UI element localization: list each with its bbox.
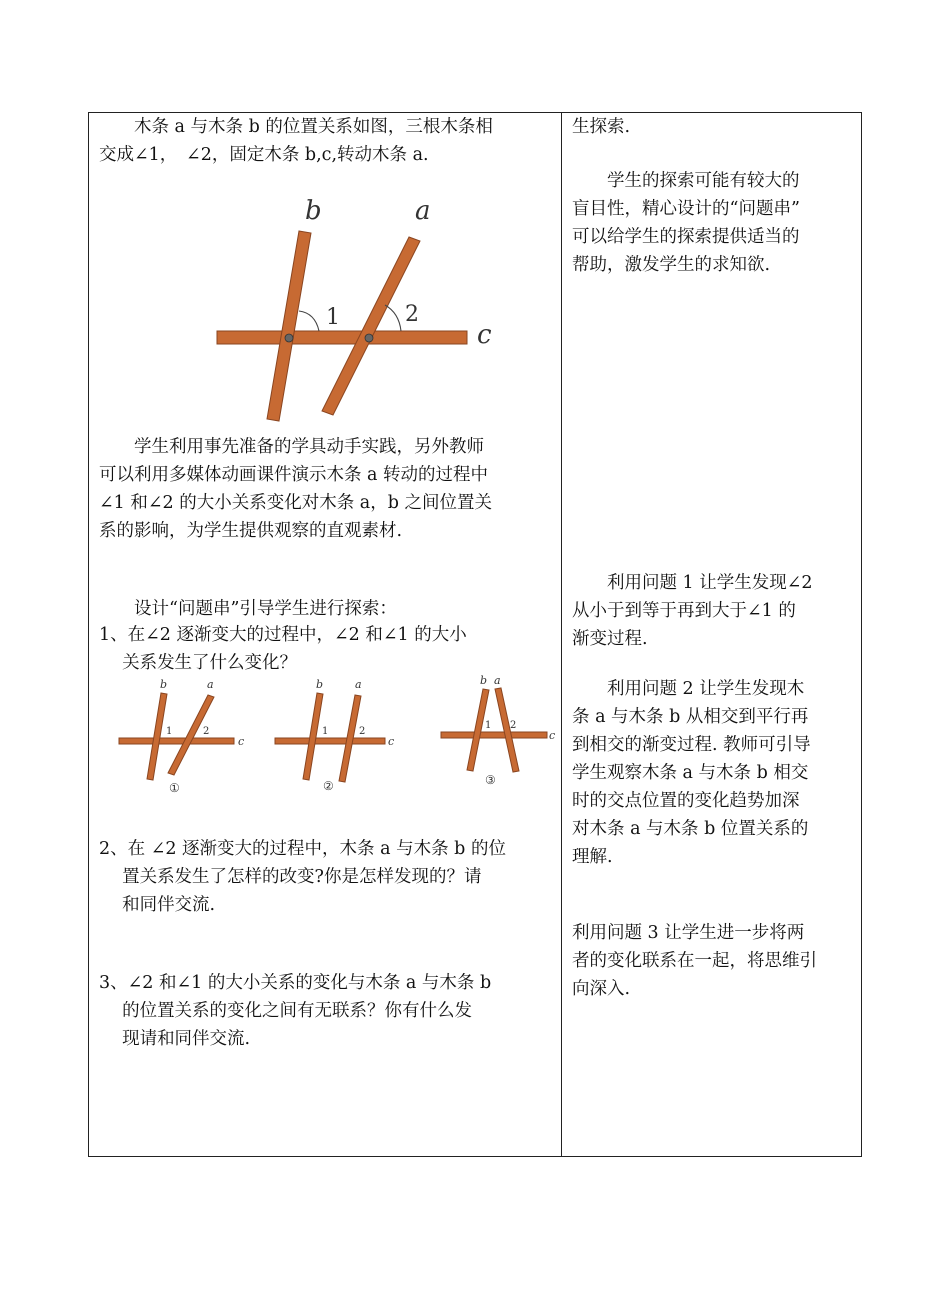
right-p1-line-2: 盲目性，精心设计的“问题串”	[572, 199, 800, 219]
small-label-b: b	[480, 675, 488, 687]
small-stick-c	[441, 732, 547, 738]
right-p4-line-1: 利用问题 3 让学生进一步将两	[572, 923, 805, 943]
stick-c	[217, 331, 467, 344]
intro-line-1: 木条 a 与木条 b 的位置关系如图，三根木条相	[99, 117, 493, 137]
small-label-a: a	[494, 675, 501, 687]
design-line: 设计“问题串”引导学生进行探索：	[99, 599, 397, 619]
right-p3-line-5: 时的交点位置的变化趋势加深	[572, 791, 800, 811]
right-p2-line-1: 利用问题 1 让学生发现∠2	[572, 573, 813, 593]
small-stick-b	[147, 693, 167, 780]
right-p1-line-1: 学生的探索可能有较大的	[572, 171, 800, 191]
pin-ac	[365, 334, 373, 342]
angle-1-label: 1	[326, 305, 340, 330]
angle-1-arc	[299, 311, 319, 331]
q3-line-1: 3、∠2 和∠1 的大小关系的变化与木条 a 与木条 b	[99, 973, 492, 993]
small-label-c: c	[549, 729, 556, 742]
small-angle-1: 1	[322, 726, 329, 737]
small-caption: ②	[323, 779, 334, 793]
right-p3-line-1: 利用问题 2 让学生发现木	[572, 679, 805, 699]
practice-line-1: 学生利用事先准备的学具动手实践，另外教师	[99, 437, 484, 457]
small-angle-2: 2	[359, 726, 366, 737]
pin-bc	[285, 334, 293, 342]
right-p2-line-2: 从小于到等于再到大于∠1 的	[572, 601, 796, 621]
small-label-c: c	[388, 735, 395, 748]
small-stick-c	[275, 738, 385, 744]
right-p2-line-3: 渐变过程.	[572, 629, 648, 649]
practice-line-2: 可以利用多媒体动画课件演示木条 a 转动的过程中	[99, 465, 489, 485]
small-label-b: b	[316, 678, 324, 691]
right-p4-line-2: 者的变化联系在一起，将思维引	[572, 951, 817, 971]
q2-line-2: 置关系发生了怎样的改变?你是怎样发现的？请	[99, 867, 482, 887]
label-b: b	[305, 196, 322, 226]
right-p3-line-3: 到相交的渐变过程. 教师可引导	[572, 735, 811, 755]
column-divider	[561, 113, 562, 1156]
small-label-c: c	[238, 735, 245, 748]
angle-2-arc	[385, 305, 401, 331]
small-figure-1	[117, 677, 247, 797]
right-p3-line-4: 学生观察木条 a 与木条 b 相交	[572, 763, 809, 783]
right-p3-line-6: 对木条 a 与木条 b 位置关系的	[572, 819, 809, 839]
main-stick-figure	[209, 191, 509, 426]
q1-line-1: 1、在∠2 逐渐变大的过程中，∠2 和∠1 的大小	[99, 625, 467, 645]
right-p4-line-3: 向深入.	[572, 979, 631, 999]
small-angle-1: 1	[166, 726, 173, 737]
small-figure-3	[439, 675, 561, 795]
practice-line-3: ∠1 和∠2 的大小关系变化对木条 a，b 之间位置关	[99, 493, 492, 513]
practice-line-4: 系的影响，为学生提供观察的直观素材.	[99, 521, 403, 541]
q2-line-1: 2、在 ∠2 逐渐变大的过程中，木条 a 与木条 b 的位	[99, 839, 506, 859]
q2-line-3: 和同伴交流.	[99, 895, 216, 915]
right-p3-line-7: 理解.	[572, 847, 613, 867]
stick-b	[267, 231, 311, 421]
small-angle-2: 2	[203, 726, 210, 737]
right-p1-line-4: 帮助，激发学生的求知欲.	[572, 255, 771, 275]
q3-line-2: 的位置关系的变化之间有无联系？你有什么发	[99, 1001, 473, 1021]
intro-line-2: 交成∠1， ∠2，固定木条 b,c,转动木条 a.	[99, 145, 429, 165]
angle-2-label: 2	[405, 302, 419, 327]
lesson-table	[88, 112, 862, 1157]
label-c: c	[477, 320, 492, 350]
small-caption: ①	[169, 781, 180, 795]
label-a: a	[415, 196, 431, 226]
small-stick-c	[119, 738, 234, 744]
right-p3-line-2: 条 a 与木条 b 从相交到平行再	[572, 707, 809, 727]
q3-line-3: 现请和同伴交流.	[99, 1029, 251, 1049]
right-p1-line-3: 可以给学生的探索提供适当的	[572, 227, 800, 247]
small-label-b: b	[160, 678, 168, 691]
small-label-a: a	[207, 678, 214, 691]
small-caption: ③	[485, 773, 496, 787]
q1-line-2: 关系发生了什么变化？	[99, 653, 298, 673]
right-p0: 生探索.	[572, 117, 631, 137]
small-figure-2	[273, 677, 403, 797]
small-label-a: a	[355, 678, 362, 691]
small-angle-1: 1	[485, 720, 492, 731]
small-stick-b	[303, 693, 323, 780]
small-angle-2: 2	[510, 720, 517, 731]
